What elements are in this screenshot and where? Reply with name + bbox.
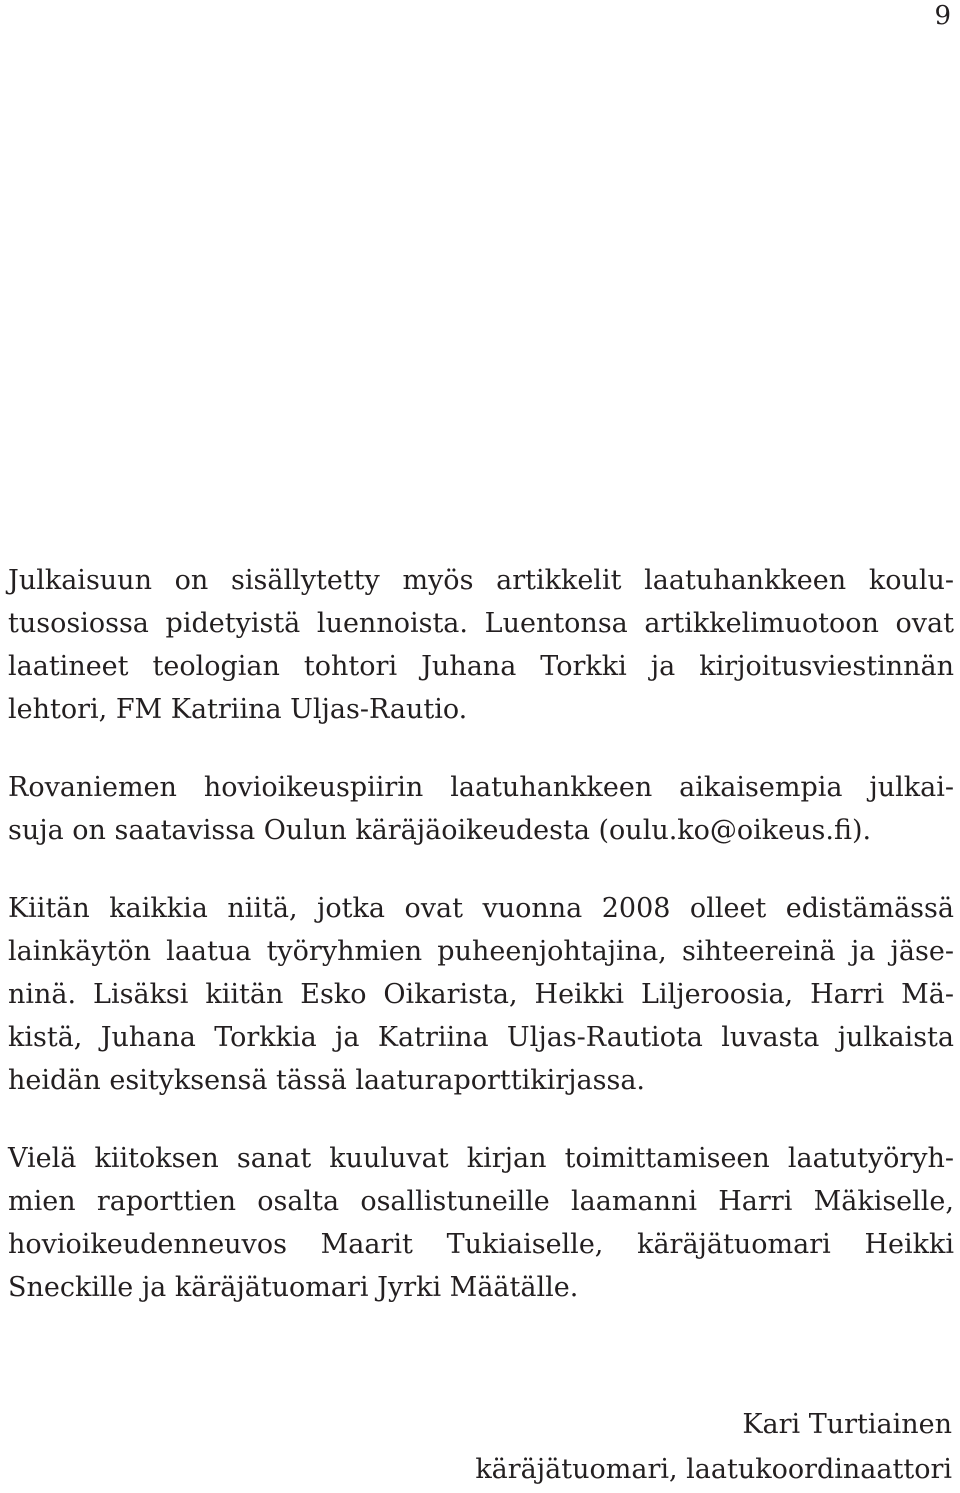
text-line: tusosiossa pidetyistä luennoista. Luentonsa artikkelimuotoon ovat	[8, 608, 954, 639]
text-line: heidän esityksensä tässä laaturaporttikirjassa.	[8, 1065, 646, 1096]
text-line: Vielä kiitoksen sanat kuuluvat kirjan toimittamiseen laatutyöryh-	[8, 1143, 954, 1174]
text-line: Rovaniemen hovioikeuspiirin laatuhankkeen aikaisempia julkai-	[8, 772, 954, 803]
text-line: lehtori, FM Katriina Uljas-Rautio.	[8, 694, 468, 725]
text-line: Kiitän kaikkia niitä, jotka ovat vuonna 2008 olleet edistämässä	[8, 893, 954, 924]
text-line: laatineet teologian tohtori Juhana Torkki ja kirjoitusviestinnän	[8, 651, 954, 682]
paragraph-editing-thanks	[8, 1137, 954, 1309]
signature-title: käräjätuomari, laatukoordinaattori	[475, 1454, 952, 1485]
text-line: ninä. Lisäksi kiitän Esko Oikarista, Heikki Liljeroosia, Harri Mä-	[8, 979, 954, 1010]
body-text	[8, 559, 954, 1344]
paragraph-acknowledgements	[8, 887, 954, 1102]
text-line: lainkäytön laatua työryhmien puheenjohtajina, sihteereinä ja jäse-	[8, 936, 954, 967]
text-line: hovioikeudenneuvos Maarit Tukiaiselle, käräjätuomari Heikki	[8, 1229, 954, 1260]
signature-name: Kari Turtiainen	[742, 1409, 952, 1440]
text-line: kistä, Juhana Torkkia ja Katriina Uljas-Rautiota luvasta julkaista	[8, 1022, 954, 1053]
text-line: Julkaisuun on sisällytetty myös artikkelit laatuhankkeen koulu-	[8, 565, 954, 596]
signature-block	[475, 1402, 952, 1492]
text-line: Sneckille ja käräjätuomari Jyrki Määtälle.	[8, 1272, 579, 1303]
text-line: mien raporttien osalta osallistuneille laamanni Harri Mäkiselle,	[8, 1186, 954, 1217]
paragraph-publication-contents	[8, 559, 954, 731]
paragraph-earlier-publications	[8, 766, 954, 852]
text-line: suja on saatavissa Oulun käräjäoikeudesta (oulu.ko@oikeus.fi).	[8, 815, 872, 846]
page-number: 9	[934, 1, 951, 31]
